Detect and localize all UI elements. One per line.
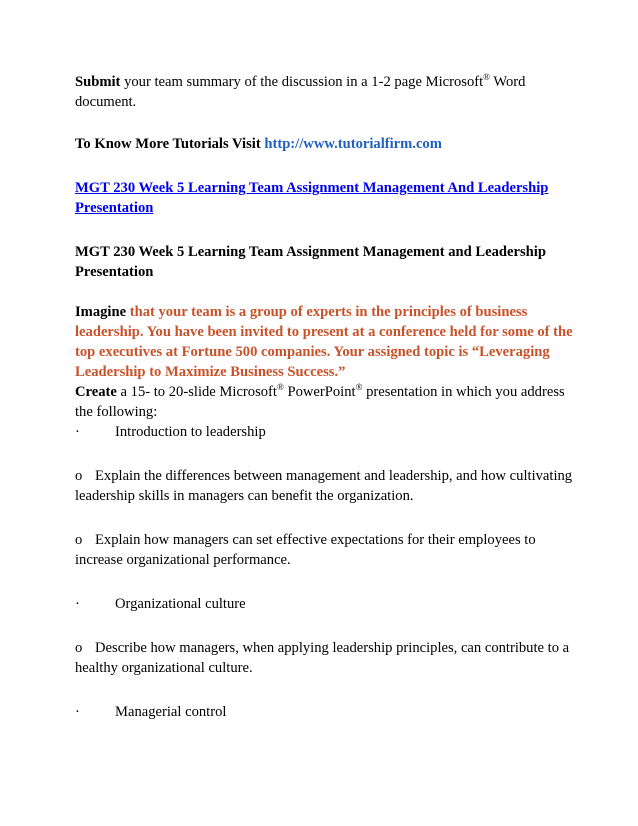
imagine-lead: Imagine: [75, 304, 127, 320]
bullet-marker: ·: [75, 596, 80, 612]
submit-paragraph: [75, 72, 575, 112]
list-item-text: Describe how managers, when applying leadership principles, can contribute to a healthy organizational culture.: [75, 640, 570, 676]
submit-lead: Submit: [75, 74, 121, 90]
imagine-paragraph: [75, 302, 575, 382]
registered-mark: ®: [483, 72, 491, 82]
submit-text-end: Word document.: [75, 74, 526, 110]
bullet-marker: ·: [75, 704, 80, 720]
create-text-3: presentation in which you address the following:: [75, 384, 565, 420]
registered-mark: ®: [276, 382, 284, 392]
list-item-text: Introduction to leadership: [115, 424, 266, 440]
assignment-title: MGT 230 Week 5 Learning Team Assignment Management and Leadership Presentation: [75, 244, 546, 280]
create-text-2: PowerPoint: [283, 384, 356, 400]
tutorials-label: To Know More Tutorials Visit: [75, 136, 265, 152]
tutorials-url-link[interactable]: http://www.tutorialfirm.com: [264, 136, 442, 152]
document-page: [75, 72, 575, 722]
list-item-text: Managerial control: [115, 704, 227, 720]
assignment-link-paragraph: [75, 178, 575, 218]
create-text-1: a 15- to 20-slide Microsoft: [116, 384, 277, 400]
list-item: [75, 422, 575, 442]
list-item: [75, 702, 575, 722]
list-item: [75, 638, 575, 678]
list-item: [75, 530, 575, 570]
list-item-text: Explain how managers can set effective expectations for their employees to increase organizational performance.: [75, 532, 536, 568]
list-item-text: Explain the differences between management and leadership, and how cultivating leadership skills in managers can benefit the organization.: [75, 468, 573, 504]
imagine-text: that your team is a group of experts in the principles of business leadership. You have been invited to present at a conference held for some of the top executives at Fortune 500 companies. Your assigned topic is “Leveraging Leadership to Maximize Business Success.”: [75, 304, 573, 380]
submit-text: your team summary of the discussion in a 1-2 page Microsoft: [120, 74, 484, 90]
list-item: [75, 594, 575, 614]
create-paragraph: [75, 382, 575, 422]
sub-bullet-marker: o: [75, 532, 83, 548]
sub-bullet-marker: o: [75, 468, 83, 484]
registered-mark: ®: [355, 382, 363, 392]
bullet-marker: ·: [75, 424, 80, 440]
list-item: [75, 466, 575, 506]
sub-bullet-marker: o: [75, 640, 83, 656]
create-lead: Create: [75, 384, 117, 400]
list-item-text: Organizational culture: [115, 596, 246, 612]
tutorials-paragraph: [75, 134, 575, 154]
assignment-link[interactable]: MGT 230 Week 5 Learning Team Assignment Management And Leadership Presentation: [75, 180, 549, 216]
